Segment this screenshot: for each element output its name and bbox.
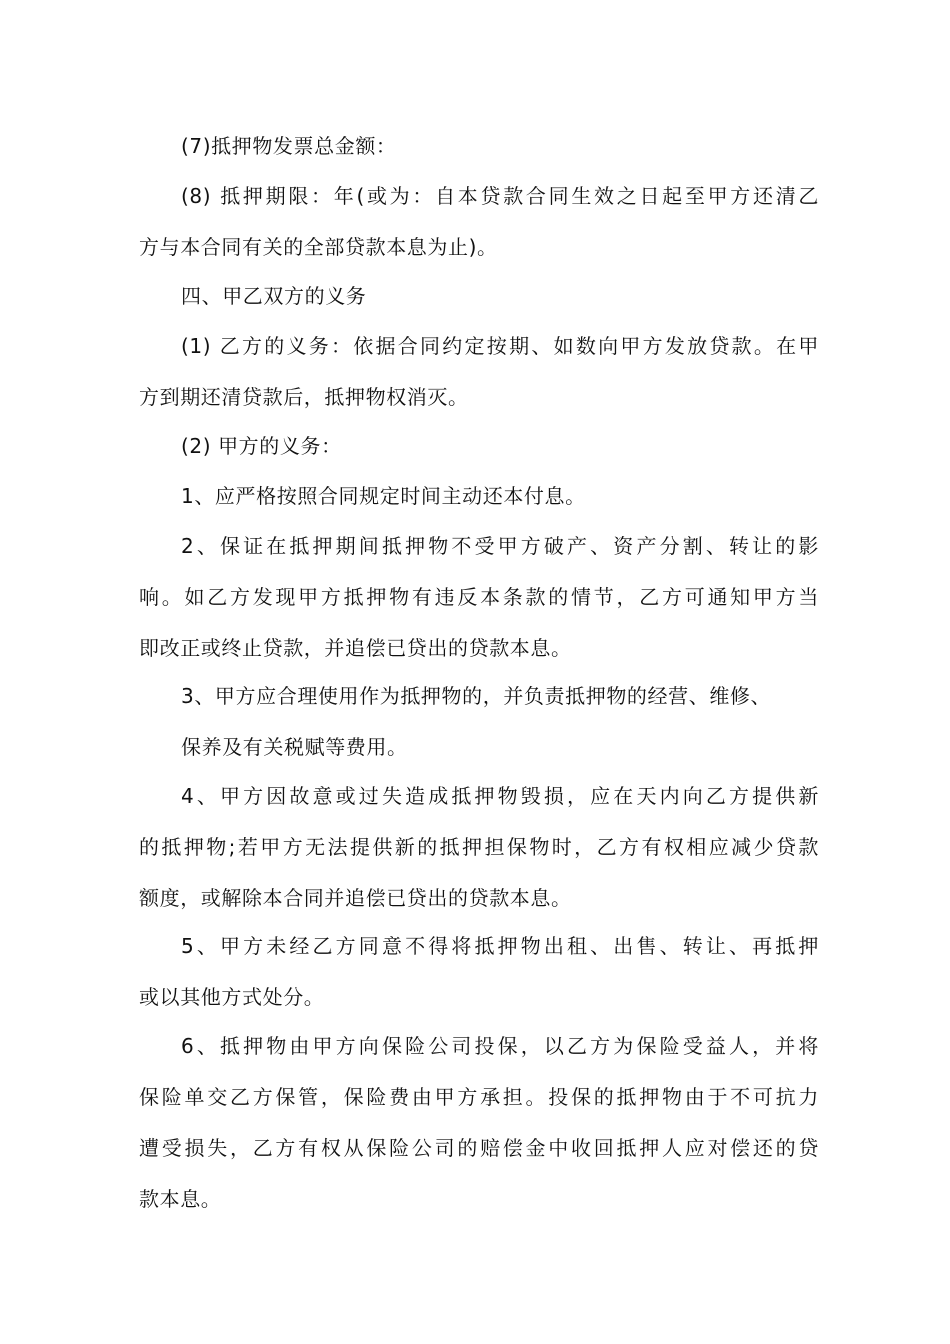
paragraph-line: 的抵押物;若甲方无法提供新的抵押担保物时，乙方有权相应减少贷款: [139, 835, 819, 859]
paragraph-line: (7)抵押物发票总金额：: [181, 134, 397, 158]
paragraph-line: 6、抵押物由甲方向保险公司投保，以乙方为保险受益人，并将: [181, 1034, 819, 1058]
paragraph-line: 即改正或终止贷款，并追偿已贷出的贷款本息。: [139, 636, 572, 660]
paragraph-line: 四、甲乙双方的义务: [181, 284, 367, 308]
paragraph-line: 5、甲方未经乙方同意不得将抵押物出租、出售、转让、再抵押: [181, 934, 819, 958]
paragraph: [139, 671, 819, 773]
paragraph: [139, 321, 819, 423]
paragraph-line: 或以其他方式处分。: [139, 985, 325, 1009]
paragraph-line: (1) 乙方的义务：依据合同约定按期、如数向甲方发放贷款。在甲: [181, 334, 819, 358]
paragraph-line: 响。如乙方发现甲方抵押物有违反本条款的情节，乙方可通知甲方当: [139, 585, 819, 609]
paragraph-line: (8) 抵押期限：年(或为：自本贷款合同生效之日起至甲方还清乙: [181, 184, 819, 208]
paragraph: [139, 771, 819, 924]
paragraph: [139, 921, 819, 1023]
paragraph-line: 保险单交乙方保管，保险费由甲方承担。投保的抵押物由于不可抗力: [139, 1085, 819, 1109]
paragraph-line: 1、应严格按照合同规定时间主动还本付息。: [181, 484, 586, 508]
paragraph-line: (2) 甲方的义务：: [181, 434, 342, 458]
paragraph-line: 保养及有关税赋等费用。: [181, 735, 408, 759]
paragraph: [139, 521, 819, 674]
paragraph-line: 3、甲方应合理使用作为抵押物的，并负责抵押物的经营、维修、: [181, 684, 772, 708]
paragraph-line: 方与本合同有关的全部贷款本息为止)。: [139, 235, 498, 259]
paragraph: [139, 171, 819, 273]
paragraph: [139, 121, 819, 172]
paragraph-line: 额度，或解除本合同并追偿已贷出的贷款本息。: [139, 886, 572, 910]
paragraph-line: 2、保证在抵押期间抵押物不受甲方破产、资产分割、转让的影: [181, 534, 819, 558]
paragraph-line: 款本息。: [139, 1187, 222, 1211]
paragraph-line: 遭受损失，乙方有权从保险公司的赔偿金中收回抵押人应对偿还的贷: [139, 1136, 819, 1160]
paragraph-line: 4、甲方因故意或过失造成抵押物毁损，应在天内向乙方提供新: [181, 784, 819, 808]
paragraph: [139, 471, 819, 522]
paragraph-line: 方到期还清贷款后，抵押物权消灭。: [139, 385, 469, 409]
paragraph: [139, 421, 819, 472]
paragraph: [139, 1021, 819, 1225]
paragraph: [139, 271, 819, 322]
